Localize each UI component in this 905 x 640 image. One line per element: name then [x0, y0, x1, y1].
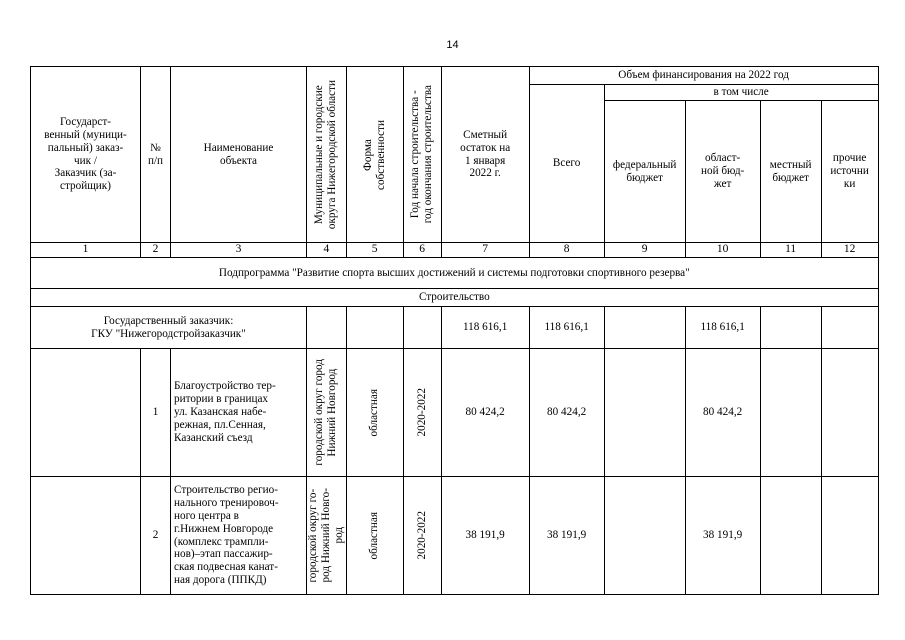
customer-estimate: 118 616,1	[441, 307, 529, 349]
regional: 38 191,9	[685, 477, 760, 595]
header-federal: федеральный бюджет	[604, 101, 685, 243]
object-name: Благоустройство тер- ритории в границах ул. Казанская набе- режная, пл.Сенная, Казанский съезд	[171, 349, 307, 477]
row-number: 1	[141, 349, 171, 477]
header-other: прочие источни ки	[821, 101, 878, 243]
section-title: Строительство	[31, 289, 879, 307]
column-number: 8	[529, 243, 604, 258]
ownership: областная	[346, 349, 403, 477]
district: городской округ го- род Нижний Новго- род	[307, 477, 347, 595]
table-row	[31, 349, 879, 477]
column-numbers-row	[31, 243, 879, 258]
header-financing: Объем финансирования на 2022 год	[529, 67, 878, 85]
column-number: 11	[760, 243, 821, 258]
header-regional: област- ной бюд- жет	[685, 101, 760, 243]
header-including: в том числе	[604, 85, 878, 101]
header-district: Муниципальные и городские округа Нижегородской области	[307, 67, 347, 243]
column-number: 6	[403, 243, 441, 258]
customer-total: 118 616,1	[529, 307, 604, 349]
column-number: 4	[307, 243, 347, 258]
customer-regional: 118 616,1	[685, 307, 760, 349]
header-total: Всего	[529, 85, 604, 243]
table-row	[31, 477, 879, 595]
customer-name: Государственный заказчик: ГКУ "Нижегородстройзаказчик"	[31, 307, 307, 349]
header-estimate: Сметный остаток на 1 января 2022 г.	[441, 67, 529, 243]
column-number: 5	[346, 243, 403, 258]
header-customer: Государст- венный (муници- пальный) заказ- чик / Заказчик (за- стройщик)	[31, 67, 141, 243]
ownership: областная	[346, 477, 403, 595]
header-number: № п/п	[141, 67, 171, 243]
total: 80 424,2	[529, 349, 604, 477]
column-number: 2	[141, 243, 171, 258]
header-object-name: Наименование объекта	[171, 67, 307, 243]
estimate: 80 424,2	[441, 349, 529, 477]
district: городской округ город Нижний Новгород	[307, 349, 347, 477]
subprogram-title: Подпрограмма "Развитие спорта высших достижений и системы подготовки спортивного резерва"	[31, 258, 879, 289]
column-number: 3	[171, 243, 307, 258]
column-number: 7	[441, 243, 529, 258]
column-number: 12	[821, 243, 878, 258]
years: 2020-2022	[403, 349, 441, 477]
column-number: 10	[685, 243, 760, 258]
financing-table	[30, 66, 879, 595]
column-number: 1	[31, 243, 141, 258]
header-local: местный бюджет	[760, 101, 821, 243]
header-ownership: Форма собственности	[346, 67, 403, 243]
regional: 80 424,2	[685, 349, 760, 477]
row-number: 2	[141, 477, 171, 595]
page-number: 14	[446, 39, 459, 51]
total: 38 191,9	[529, 477, 604, 595]
header-years: Год начала строительства - год окончания строительства	[403, 67, 441, 243]
object-name: Строительство регио- нального тренировоч- ного центра в г.Нижнем Новгороде (комплекс трампли- нов)–этап пассажир- ская подвесная канат- ная дорога (ППКД)	[171, 477, 307, 595]
estimate: 38 191,9	[441, 477, 529, 595]
column-number: 9	[604, 243, 685, 258]
years: 2020-2022	[403, 477, 441, 595]
customer-row	[31, 307, 879, 349]
